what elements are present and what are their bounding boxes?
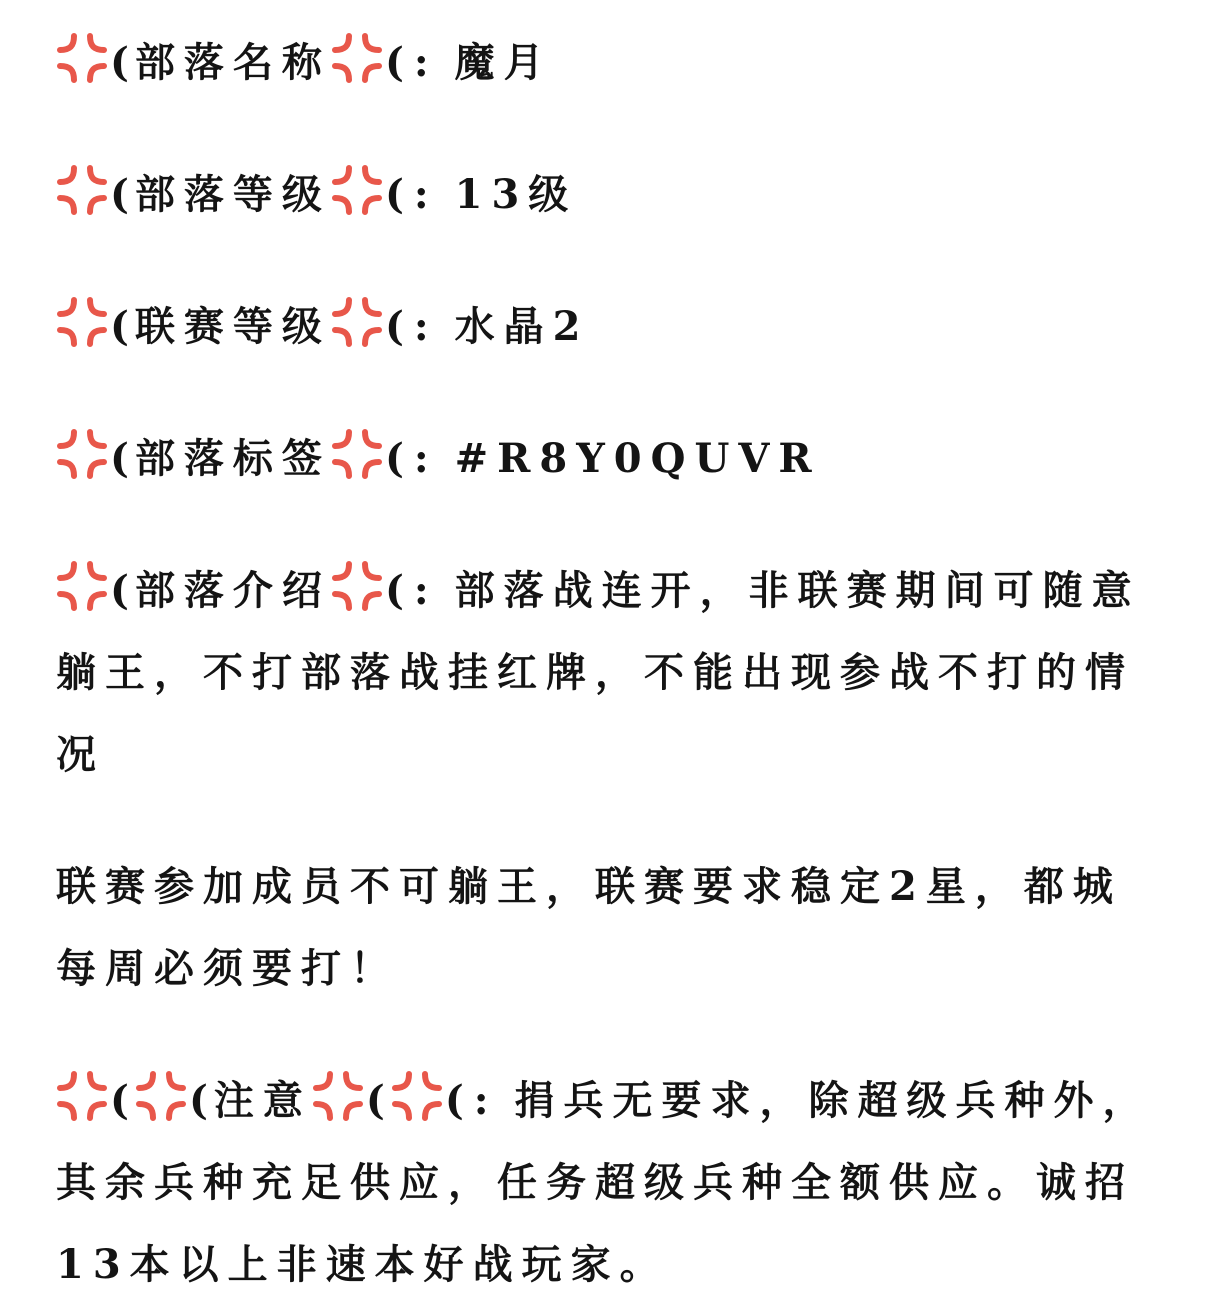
anger-symbol-icon — [56, 428, 108, 480]
paren: ( — [110, 567, 129, 614]
paren: ( — [110, 1077, 129, 1124]
paren: ( — [384, 303, 404, 350]
anger-symbol-icon — [56, 560, 108, 612]
paren: ( — [188, 1077, 208, 1124]
field-clan-name — [56, 22, 1166, 104]
field-value: 水晶2 — [454, 303, 590, 350]
colon: : — [413, 39, 429, 86]
notice-paragraph — [56, 1060, 1166, 1306]
colon: : — [413, 567, 429, 614]
field-value: 部落战连开，非联赛期间可随意躺王，不打部落战挂红牌，不能出现参战不打的情况 — [56, 567, 1141, 778]
clan-recruitment-post — [56, 22, 1166, 1306]
colon: : — [473, 1077, 489, 1124]
notice-label: 注意 — [213, 1077, 312, 1124]
anger-symbol-icon — [56, 1070, 108, 1122]
notice-text: 捐兵无要求，除超级兵种外，其余兵种充足供应，任务超级兵种全额供应。诚招13本以上非速本好战玩家。 — [56, 1077, 1152, 1288]
field-clan-level — [56, 154, 1166, 236]
field-value: 魔月 — [454, 39, 553, 86]
paren: ( — [110, 303, 129, 350]
colon: : — [413, 303, 429, 350]
anger-symbol-icon — [135, 1070, 187, 1122]
anger-symbol-icon — [56, 32, 108, 84]
paren: ( — [384, 567, 404, 614]
anger-symbol-icon — [331, 32, 383, 84]
paren: ( — [384, 171, 404, 218]
field-value: 13级 — [454, 171, 578, 218]
paren: ( — [110, 435, 129, 482]
paren: ( — [365, 1077, 385, 1124]
paren: ( — [444, 1077, 464, 1124]
paren: ( — [384, 435, 404, 482]
anger-symbol-icon — [331, 560, 383, 612]
field-label: 部落名称 — [134, 39, 331, 86]
colon: : — [413, 171, 429, 218]
field-clan-tag — [56, 418, 1166, 500]
anger-symbol-icon — [56, 164, 108, 216]
league-rule-paragraph: 联赛参加成员不可躺王，联赛要求稳定2星，都城每周必须要打！ — [56, 863, 1122, 992]
field-label: 部落标签 — [134, 435, 331, 482]
paren: ( — [110, 171, 129, 218]
anger-symbol-icon — [331, 296, 383, 348]
field-clan-intro — [56, 550, 1166, 796]
field-league-level — [56, 286, 1166, 368]
anger-symbol-icon — [331, 428, 383, 480]
anger-symbol-icon — [312, 1070, 364, 1122]
paren: ( — [110, 39, 129, 86]
anger-symbol-icon — [331, 164, 383, 216]
field-label: 部落等级 — [134, 171, 331, 218]
anger-symbol-icon — [391, 1070, 443, 1122]
anger-symbol-icon — [56, 296, 108, 348]
field-label: 联赛等级 — [134, 303, 331, 350]
paren: ( — [384, 39, 404, 86]
field-label: 部落介绍 — [134, 567, 331, 614]
colon: : — [413, 435, 429, 482]
field-value: #R8Y0QUVR — [454, 435, 821, 482]
